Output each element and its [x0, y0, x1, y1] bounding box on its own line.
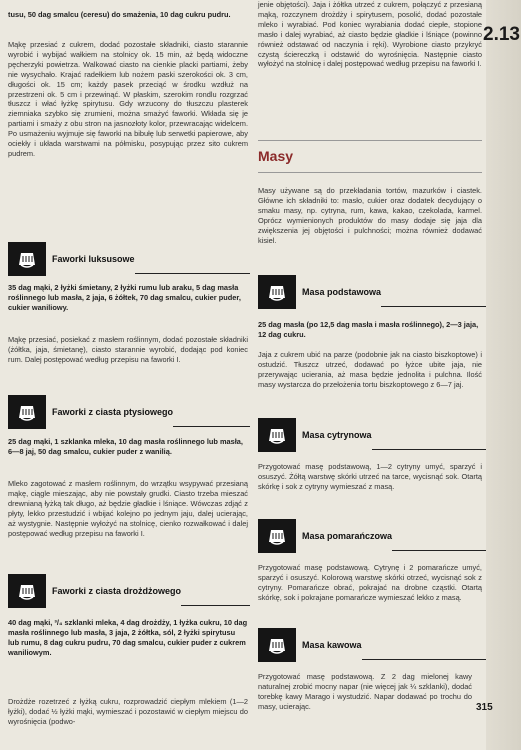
section-rule: [173, 425, 250, 427]
pastry-mold-icon: [8, 242, 46, 276]
section-rule: [372, 448, 486, 450]
section-title: Faworki z ciasta ptysiowego: [52, 407, 174, 417]
masy-intro: Masy używane są do przekładania tortów, mazurków i ciastek. Główne ich składniki to: masło, cukier oraz dodatek decydujący o smaku masy, np. cytryna, rum, kawa, kakao, czekolada, karmel. Oprócz wymienionych produktów do masy dodaje się jaja dla zwiększenia jej objętości i pulchności; można również dodawać kisiel.: [258, 186, 482, 245]
method-faworki-ptysiowe: Mleko zagotować z masłem roślinnym, do wrzątku wsypywać przesianą mąkę, ciągle mieszając, aby nie powstały grudki. Ciasto trzeba mieszać drewnianą łyżką tak długo, aż będzie gładkie i lśniące. Wówczas zdjąć z płyty, lekko przestudzić i wbijać kolejno po jednym jaju, dalej ucierając, aż wystygnie. Następnie wyłożyć na stolnicę, cienko rozwałkować i dalej postępować według przepisu na faworki I.: [8, 479, 248, 538]
method-masa-kawowa: Przygotować masę podstawową. Z 2 dag mielonej kawy naturalnej zrobić mocny napar (nie więcej jak ¼ szklanki), dodać torebkę kawy Marago i wystudzić. Napar dodawać po trochu do masy, ucierając.: [258, 672, 472, 711]
section-header-masa-pomaranczowa: [258, 519, 486, 553]
section-rule: [381, 305, 486, 307]
section-rule: [181, 604, 250, 606]
pastry-mold-icon: [8, 395, 46, 429]
method-masa-pomaranczowa: Przygotować masę podstawową. Cytrynę i 2 pomarańcze umyć, sparzyć i osuszyć. Kolorową warstwę skórki otrzeć, wycisnąć sok z cytryny. Pomarańcze obrać, pokrajać na drobne cząstki. Otartą skórkę, sok i pokrajane pomarańcze wymieszać lekko z masą.: [258, 563, 482, 602]
ingredients-masa-podstawowa: 25 dag masła (po 12,5 dag masła i masła roślinnego), 2—3 jaja, 12 dag cukru.: [258, 320, 479, 339]
section-header-masa-cytrynowa: [258, 418, 486, 452]
page-gutter-shadow: [486, 0, 521, 750]
section-header-faworki-drozdzowe: [8, 574, 250, 608]
section-title: Faworki luksusowe: [52, 254, 135, 264]
section-header-faworki-ptysiowe: [8, 395, 250, 429]
section-rule: [362, 658, 486, 660]
intro-method: Mąkę przesiać z cukrem, dodać pozostałe składniki, ciasto starannie wyrobić i wybijać wałkiem na stolnicy ok. 15 min, aż będą widoczne pęcherzyki powietrza. Walkować ciasto na cienkie placki partiami, żeby nie wysychało. Krajać radełkiem lub nożem paski szerokości ok. 3 cm, długości ok. 15 cm; każdy pasek przeciąć w środku wzdłuż na przestrzeni ok. 5 cm i przewinąć. W płaskim, szerokim rondlu rozgrzać tłuszcz i włać łyżkę spirytusu. Gdy wrzucony do tłuszczu plasterek ziemniaka szybko się zrumieni, można smażyć faworki. Wkłada się je partiami i smaży z obu stron na jasnozłoty kolor, przewracając widelcem. Po usmażeniu wyjmuje się faworki na bibułę lub serwetki papierowe, aby ociekły i układa warstwami na półmisku, posypując przez sito cukrem pudrem.: [8, 40, 248, 158]
pastry-mold-icon: [8, 574, 46, 608]
continued-method: jenie objętości). Jaja i żółtka utrzeć z cukrem, połączyć z przesianą mąką, rozczynem drożdży i spirytusem, posolić, dodać pozostałe mleko i wyrabiać. Pod koniec wyrabiania dodać ciepłe, stopione masło i dalej wyrabiać, aż ciasto będzie gładkie i lśniące (powinno również odstawać od naczynia i ręki). Wyrobione ciasto przykryć czystą ściereczką i odstawić do wyrośnięcia. Następnie ciasto wyłożyć na stolnicę i dalej postępować według przepisu na faworki I.: [258, 0, 482, 69]
pastry-mold-icon: [258, 418, 296, 452]
pastry-mold-icon: [258, 519, 296, 553]
chapter-number: 2.13: [483, 24, 520, 45]
page-number: 315: [476, 702, 493, 713]
section-title: Masa pomarańczowa: [302, 531, 393, 541]
method-faworki-drozdzowe: Drożdże rozetrzeć z łyżką cukru, rozprowadzić ciepłym mlekiem (1—2 łyżki), dodać ½ łyżki mąki, wymieszać i pozostawić w ciepłym miejscu do wyrośnięcia (podwo-: [8, 697, 248, 726]
section-rule: [135, 272, 250, 274]
section-title: Faworki z ciasta drożdżowego: [52, 586, 182, 596]
section-header-faworki-luksusowe: [8, 242, 250, 276]
separator: [258, 140, 482, 141]
section-title: Masa cytrynowa: [302, 430, 372, 440]
method-masa-podstawowa: Jaja z cukrem ubić na parze (podobnie jak na ciasto biszkoptowe) i ostudzić. Tłuszcz utrzeć, dodawać po łyżce ubite jaja, nie przerywając ucierania, aż masa będzie jednolita i pulchna. Ilość masy wystarcza do przełożenia tortu biszkoptowego z 6—7 jaj.: [258, 350, 482, 389]
ingredients-faworki-luksusowe: 35 dag mąki, 2 łyżki śmietany, 2 łyżki rumu lub araku, 5 dag masła roślinnego lub masła, 2 jaja, 6 żółtek, 70 dag smalcu, cukier puder, cukier waniliowy.: [8, 283, 241, 312]
section-title: Masa podstawowa: [302, 287, 382, 297]
intro-ingredients: tusu, 50 dag smalcu (ceresu) do smażenia, 10 dag cukru pudru.: [8, 10, 231, 19]
method-faworki-luksusowe: Mąkę przesiać, posiekać z masłem roślinnym, dodać pozostałe składniki (żółtka, jaja, śmietanę), ciasto starannie wyrobić, dodając pod koniec rum. Dalej postępować według przepisu na faworki I.: [8, 335, 248, 364]
section-title: Masa kawowa: [302, 640, 362, 650]
ingredients-faworki-ptysiowe: 25 dag mąki, 1 szklanka mleka, 10 dag masła roślinnego lub masła, 6—8 jaj, 50 dag smalcu, cukier puder z wanilią.: [8, 437, 243, 456]
pastry-mold-icon: [258, 628, 296, 662]
section-rule: [392, 549, 486, 551]
pastry-mold-icon: [258, 275, 296, 309]
section-header-masa-kawowa: [258, 628, 486, 662]
section-header-masa-podstawowa: [258, 275, 486, 309]
separator: [258, 172, 482, 173]
ingredients-faworki-drozdzowe: 40 dag mąki, ³/₄ szklanki mleka, 4 dag drożdży, 1 łyżka cukru, 10 dag masła roślinnego lub masła, 3 jaja, 2 żółtka, sól, 2 łyżki spirytusu lub rumu, 8 dag cukru pudru, 70 dag smalcu, cukier puder z cukrem waniliowym.: [8, 618, 248, 657]
method-masa-cytrynowa: Przygotować masę podstawową, 1—2 cytryny umyć, sparzyć i osuszyć. Żółtą warstwę skórki utrzeć na tarce, wycisnąć sok. Otartą skórkę i sok z cytryny wymieszać z masą.: [258, 462, 482, 491]
masy-heading: Masy: [258, 148, 294, 164]
